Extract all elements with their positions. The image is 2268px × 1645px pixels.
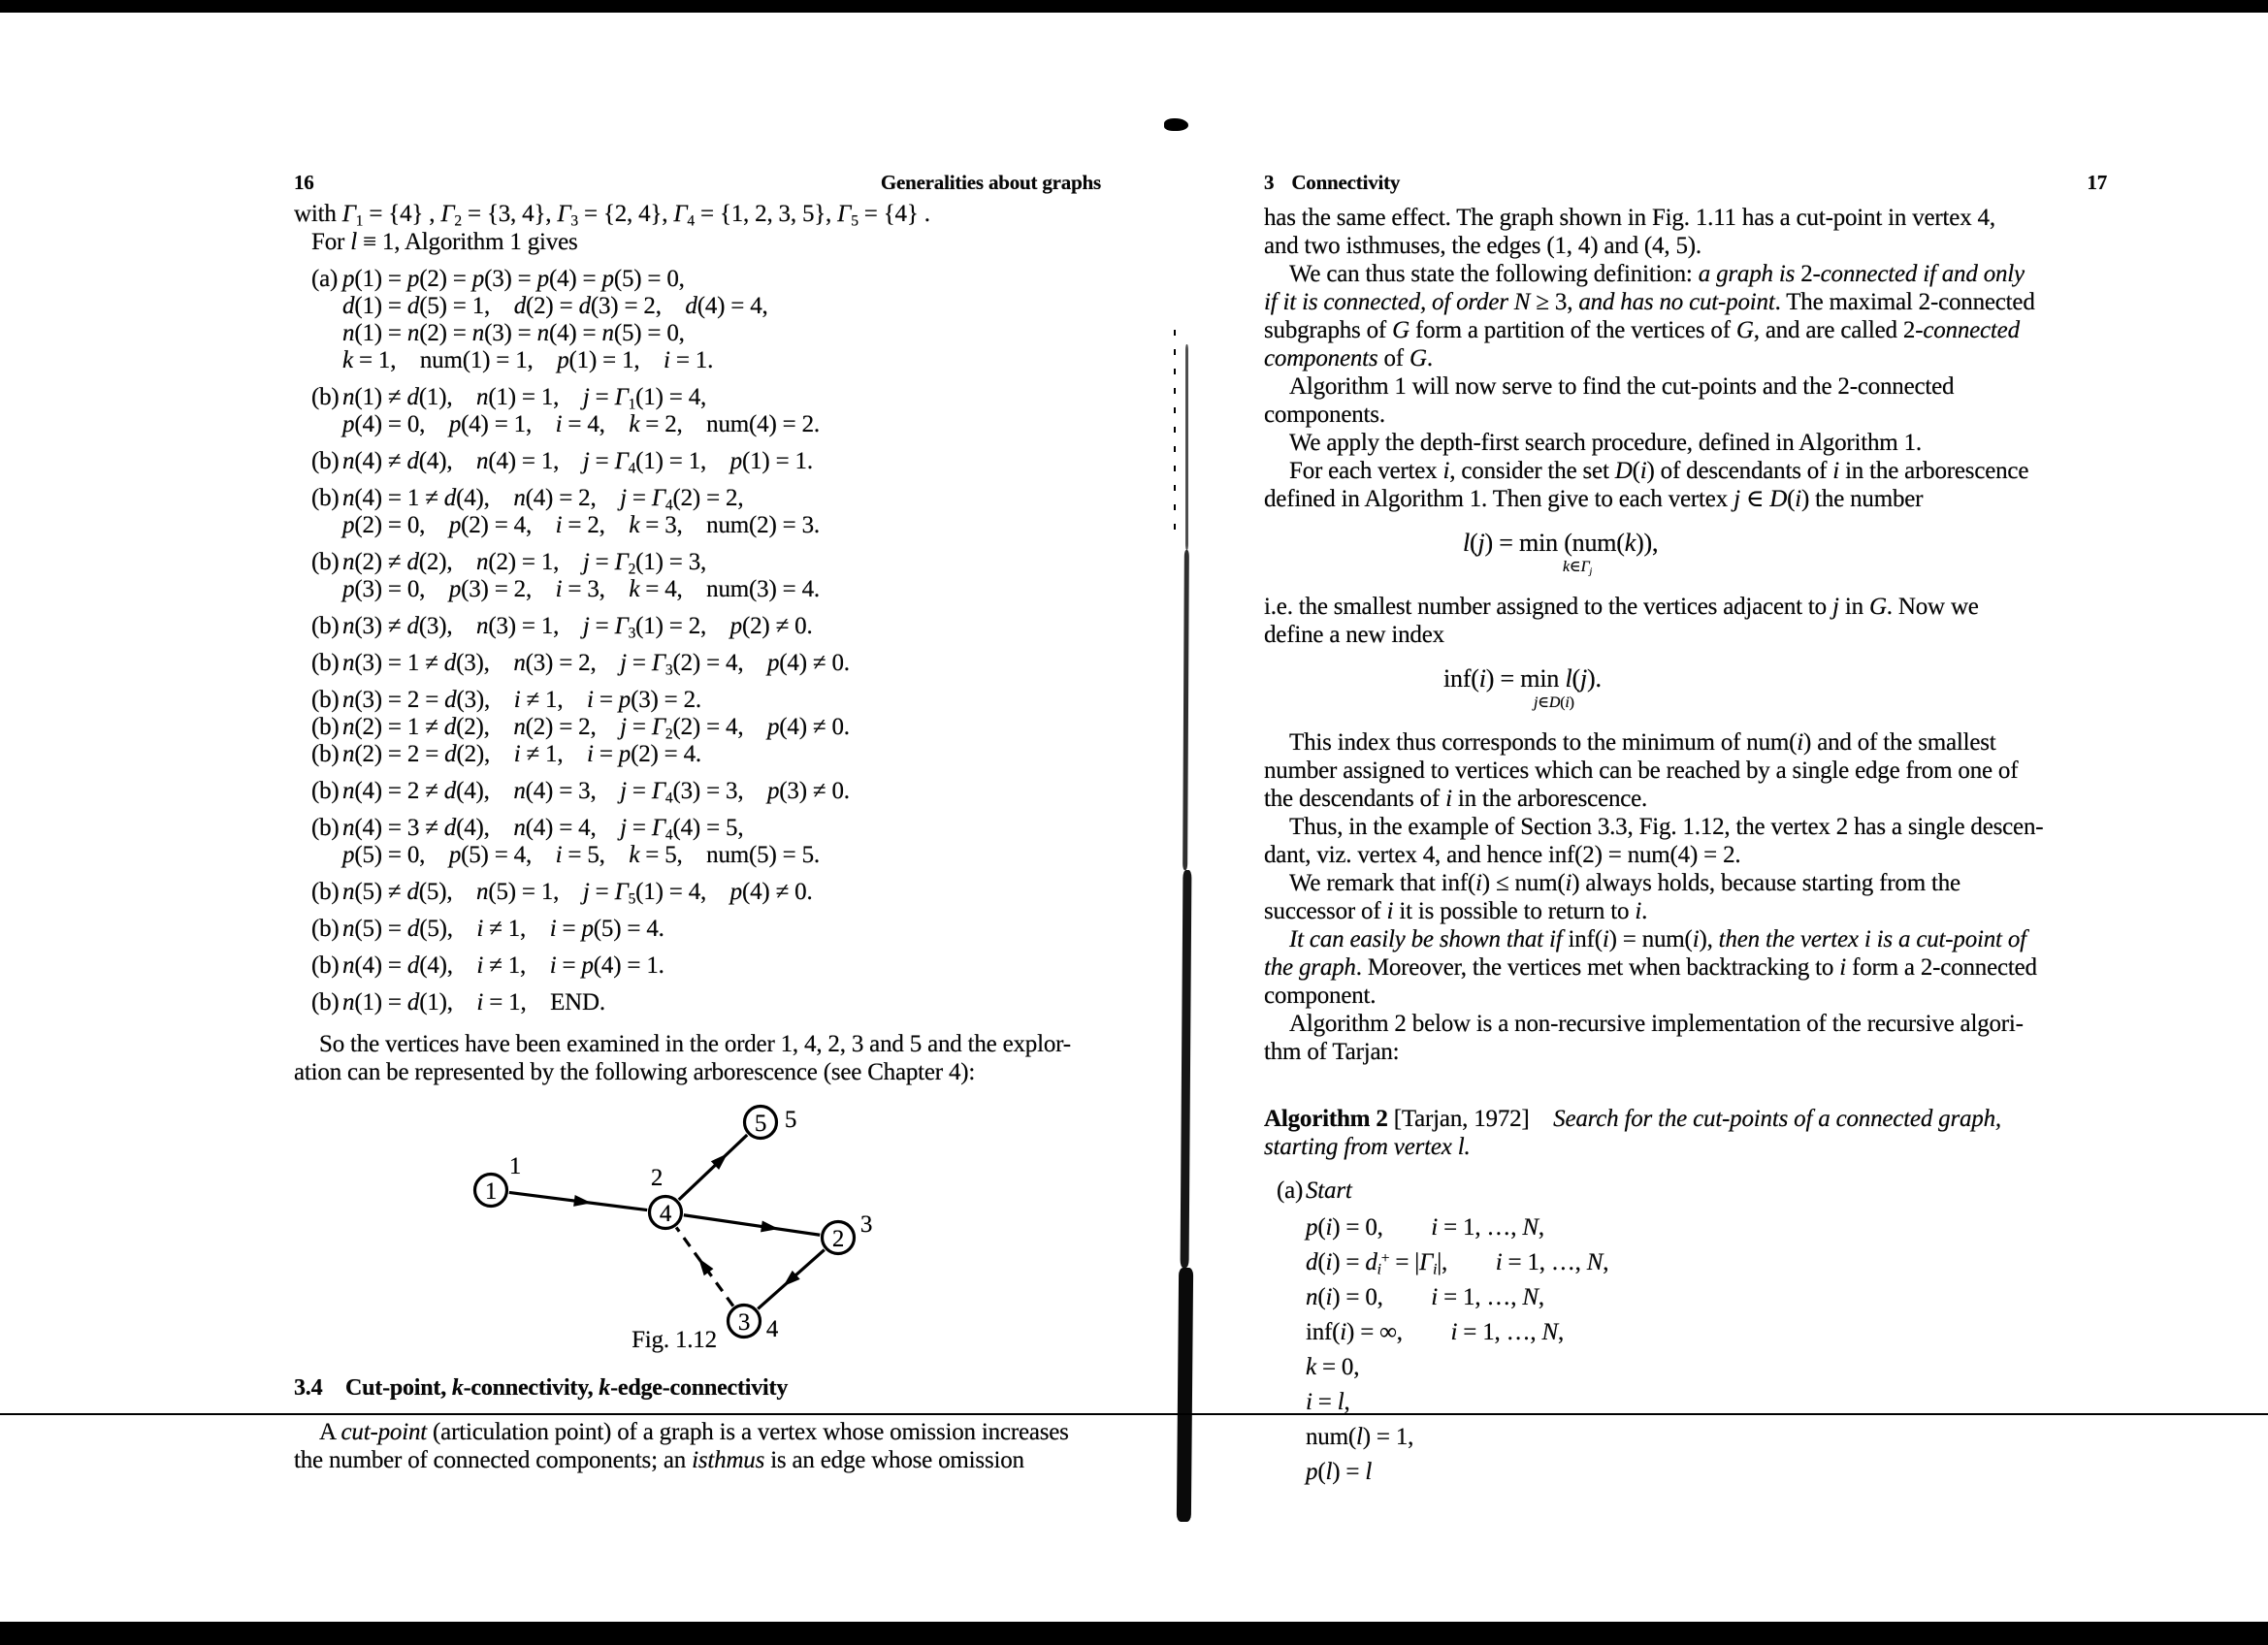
text-line: This index thus corresponds to the minimum of num(i) and of the smallest <box>1289 729 1996 756</box>
text-line: ation can be represented by the following arborescence (see Chapter 4): <box>294 1059 976 1085</box>
top-scan-bar <box>0 0 2268 13</box>
step-tag: (b) <box>311 650 340 676</box>
vertex-number: 5 <box>754 1111 767 1137</box>
step-text: n(3) ≠ d(3), n(3) = 1, $j = \Gamma_3(1) = 2$, p(2) ≠ 0. <box>342 613 813 642</box>
step-tag: (b) <box>311 879 340 905</box>
trace-row <box>294 687 1148 714</box>
step-tag: (b) <box>311 741 340 767</box>
step-tag: (b) <box>311 384 340 410</box>
vertex-number: 2 <box>831 1226 845 1252</box>
text-line: the graph. Moreover, the vertices met when backtracking to i form a 2-connected <box>1264 954 2037 981</box>
visit-order-label: 4 <box>765 1316 779 1342</box>
step-tag <box>311 842 342 869</box>
step-tag: (b) <box>311 485 340 511</box>
step-text: n(4) = 2 ≠ d(4), n(4) = 3, $j = \Gamma_4(3) = 3$, p(3) ≠ 0. <box>342 778 850 807</box>
equation-line: inf(i) = ∞, i = 1, …, N, <box>1306 1319 1565 1345</box>
text-line: if it is connected, of order N ≥ 3, and has no cut-point. The maximal 2-connected <box>1264 289 2035 315</box>
ink-blob <box>1164 118 1188 131</box>
step-tag: (b) <box>311 687 340 713</box>
gutter-streak <box>1181 870 1192 1268</box>
text-line: It can easily be shown that if inf(i) = num(i), then the vertex i is a cut-point of <box>1289 926 2026 952</box>
formula-sub: $k\in\Gamma_j$ <box>1563 559 1593 577</box>
text-line: components. <box>1264 402 1385 428</box>
step-text: n(1) = n(2) = n(3) = n(4) = n(5) = 0, <box>342 320 685 346</box>
trace-row <box>294 576 1148 603</box>
step-text: n(1) ≠ d(1), n(1) = 1, $j = \Gamma_1(1) = 4$, <box>342 384 707 413</box>
trace-row <box>294 384 1148 411</box>
step-tag: (b) <box>311 989 340 1016</box>
trace-row <box>294 411 1148 438</box>
step-text: n(2) ≠ d(2), n(2) = 1, $j = \Gamma_2(1) = 3$, <box>342 549 707 578</box>
trace-row <box>294 714 1148 741</box>
display-formula-inf <box>1443 664 2107 713</box>
display-formula-l <box>1463 529 2107 577</box>
step-text: p(2) = 0, p(2) = 4, i = 2, k = 3, num(2) = 3. <box>342 512 820 538</box>
text-line: has the same effect. The graph shown in Fig. 1.11 has a cut-point in vertex 4, <box>1264 205 1995 231</box>
visit-order-label: 3 <box>859 1211 873 1238</box>
left-page-header <box>294 171 1101 195</box>
text-line: A cut-point (articulation point) of a graph is a vertex whose omission increases <box>319 1419 1069 1445</box>
text-line: starting from vertex l. <box>1264 1134 1471 1160</box>
step-tag: (a) <box>311 266 339 292</box>
trace-row <box>294 916 1148 943</box>
step-text: n(5) ≠ d(5), n(5) = 1, $j = \Gamma_5(1) = 4$, p(4) ≠ 0. <box>342 879 813 908</box>
vertex-number: 1 <box>484 1178 498 1205</box>
step-tag: (b) <box>311 778 340 804</box>
text-line: Algorithm 1 will now serve to find the cut-points and the 2-connected <box>1289 373 1955 400</box>
step-text: n(4) ≠ d(4), n(4) = 1, $j = \Gamma_4(1) = 1$, p(1) = 1. <box>342 448 813 477</box>
text-line: define a new index <box>1264 622 1444 648</box>
text-line: We remark that inf(i) ≤ num(i) always holds, because starting from the <box>1289 870 1960 896</box>
equation-line: k = 0, <box>1306 1354 1360 1380</box>
prose-block-2 <box>1264 593 2107 649</box>
step-text: n(2) = 1 ≠ d(2), n(2) = 2, $j = \Gamma_2(2) = 4$, p(4) ≠ 0. <box>342 714 850 743</box>
closing-paragraph <box>294 1030 1148 1086</box>
text-line: Algorithm 2 below is a non-recursive implementation of the recursive algori- <box>1289 1011 2024 1037</box>
section-body <box>294 1418 1167 1474</box>
algorithm-trace <box>294 266 1148 1016</box>
step-text: n(4) = 1 ≠ d(4), n(4) = 2, $j = \Gamma_4(2) = 2$, <box>342 485 744 514</box>
visit-order-label: 5 <box>784 1107 797 1133</box>
text-line: dant, viz. vertex 4, and hence inf(2) = num(4) = 2. <box>1264 842 1741 868</box>
text-line: Algorithm 2 [Tarjan, 1972] Search for the cut-points of a connected graph, <box>1264 1106 2001 1132</box>
equation-line: p(i) = 0, i = 1, …, N, <box>1306 1214 1544 1241</box>
text-line: with $\Gamma_1 = \{4\}$ , $\Gamma_2 = \{3$, 4}, $\Gamma_3 = \{2$, 4}, $\Gamma_4 = \{1$, 2, 3, 5}, $\Gamma_5 = \{4\}$ . <box>294 201 930 230</box>
equation-line: $d(i) = d_i^+ = |\Gamma_i|$, i = 1, …, N, <box>1306 1249 1609 1278</box>
step-text: p(4) = 0, p(4) = 1, i = 4, k = 2, num(4) = 2. <box>342 411 820 437</box>
algorithm2-start-row <box>1264 1177 2107 1205</box>
trace-row <box>294 485 1148 512</box>
algorithm2-heading <box>1264 1105 2107 1161</box>
equation-line: i = l, <box>1306 1389 1350 1415</box>
page-number-left: 16 <box>294 171 314 194</box>
text-line: defined in Algorithm 1. Then give to each vertex j ∈ D(i) the number <box>1264 486 1924 512</box>
chapter-title: Connectivity <box>1291 171 1401 194</box>
trace-row <box>294 842 1148 869</box>
trace-row <box>294 266 1148 293</box>
text-line: the number of connected components; an isthmus is an edge whose omission <box>294 1447 1024 1473</box>
trace-row <box>294 320 1148 347</box>
bottom-scan-bar <box>0 1622 2268 1645</box>
text-line: component. <box>1264 983 1377 1009</box>
tree-edge <box>679 1135 747 1200</box>
equation-line: n(i) = 0, i = 1, …, N, <box>1306 1284 1544 1310</box>
step-text: p(3) = 0, p(3) = 2, i = 3, k = 4, num(3) = 4. <box>342 576 820 602</box>
step-tag: (a) <box>1277 1177 1304 1204</box>
step-tag: (b) <box>311 815 340 841</box>
step-text: n(3) = 2 = d(3), i ≠ 1, i = p(3) = 2. <box>342 687 701 713</box>
text-line: the descendants of i in the arborescence. <box>1264 786 1648 812</box>
step-text: k = 1, num(1) = 1, p(1) = 1, i = 1. <box>342 347 714 373</box>
step-text: n(3) = 1 ≠ d(3), n(3) = 2, $j = \Gamma_3(2) = 4$, p(4) ≠ 0. <box>342 650 850 679</box>
text-line: number assigned to vertices which can be reached by a single edge from one of <box>1264 758 2019 784</box>
text-line: We can thus state the following definition: a graph is 2-connected if and only <box>1289 261 2025 287</box>
trace-row <box>294 613 1148 640</box>
step-text: n(4) = d(4), i ≠ 1, i = p(4) = 1. <box>342 952 664 979</box>
trace-row <box>294 879 1148 906</box>
step-tag: (b) <box>311 448 340 474</box>
trace-row <box>294 989 1148 1016</box>
left-page-body <box>294 200 1148 1086</box>
intro-block <box>294 200 1148 256</box>
trace-row <box>294 778 1148 805</box>
step-tag: (b) <box>311 952 340 979</box>
arborescence-figure <box>388 1084 931 1361</box>
text-line: i.e. the smallest number assigned to the vertices adjacent to j in G. Now we <box>1264 594 1979 620</box>
text-line: and two isthmuses, the edges (1, 4) and (4, 5). <box>1264 233 1701 259</box>
text-line: Thus, in the example of Section 3.3, Fig. 1.12, the vertex 2 has a single descen- <box>1289 814 2044 840</box>
text-line: We apply the depth-first search procedure, defined in Algorithm 1. <box>1289 430 1922 456</box>
trace-row <box>294 815 1148 842</box>
equation-line: num(l) = 1, <box>1306 1424 1414 1450</box>
page-number-right: 17 <box>2087 171 2107 194</box>
gutter-dots <box>1174 330 1176 543</box>
tree-edge <box>684 1215 820 1236</box>
step-text: n(5) = d(5), i ≠ 1, i = p(5) = 4. <box>342 916 664 942</box>
trace-row <box>294 741 1148 768</box>
algorithm2-equations <box>1264 1210 2107 1490</box>
trace-row <box>294 512 1148 539</box>
step-text: n(1) = d(1), i = 1, END. <box>342 989 605 1016</box>
step-tag <box>311 347 342 374</box>
vertex-number: 4 <box>659 1201 672 1227</box>
gutter-streak <box>1177 1268 1193 1522</box>
start-label: Start <box>1306 1177 1352 1204</box>
trace-row <box>294 650 1148 677</box>
formula-sub: j∈D(i) <box>1534 694 1574 711</box>
step-text: d(1) = d(5) = 1, d(2) = d(3) = 2, d(4) = 4, <box>342 293 768 319</box>
trace-row <box>294 549 1148 576</box>
step-tag <box>311 320 342 347</box>
step-text: n(4) = 3 ≠ d(4), n(4) = 4, $j = \Gamma_4(4) = 5$, <box>342 815 744 844</box>
section-heading: 3.4 Cut-point, k-connectivity, k-edge-connectivity <box>294 1375 789 1401</box>
step-tag <box>311 512 342 539</box>
text-line: thm of Tarjan: <box>1264 1039 1400 1065</box>
chapter-number: 3 <box>1264 171 1275 194</box>
vertex-number: 3 <box>737 1309 751 1336</box>
step-tag: (b) <box>311 714 340 740</box>
step-tag <box>311 293 342 320</box>
prose-block-1 <box>1264 204 2107 513</box>
step-text: p(1) = p(2) = p(3) = p(4) = p(5) = 0, <box>342 266 685 292</box>
gutter-streak <box>1185 344 1188 550</box>
step-tag <box>311 411 342 438</box>
step-tag: (b) <box>311 549 340 575</box>
step-tag: (b) <box>311 613 340 639</box>
visit-order-label: 2 <box>650 1165 664 1191</box>
running-head: Generalities about graphs <box>880 171 1101 194</box>
formula-main: l(j) = min (num(k)), <box>1463 529 1659 557</box>
step-tag <box>311 576 342 603</box>
formula-main: inf(i) = min l(j). <box>1443 664 1602 693</box>
step-tag: (b) <box>311 916 340 942</box>
text-line: So the vertices have been examined in the order 1, 4, 2, 3 and 5 and the explor- <box>319 1031 1071 1057</box>
figure-caption: Fig. 1.12 <box>632 1327 717 1353</box>
gutter-streak <box>1183 550 1189 870</box>
equation-line: p(l) = l <box>1306 1459 1373 1485</box>
step-text: p(5) = 0, p(5) = 4, i = 5, k = 5, num(5) = 5. <box>342 842 820 868</box>
text-line: subgraphs of G form a partition of the vertices of G, and are called 2-connected <box>1264 317 2020 343</box>
trace-row <box>294 293 1148 320</box>
text-line: successor of i it is possible to return to i. <box>1264 898 1648 924</box>
step-text: n(2) = 2 = d(2), i ≠ 1, i = p(2) = 4. <box>342 741 701 767</box>
right-page-body <box>1264 204 2107 1490</box>
text-line: components of G. <box>1264 345 1433 371</box>
chapter-heading <box>1264 171 1400 195</box>
text-line: For l ≡ 1, Algorithm 1 gives <box>311 229 578 255</box>
visit-order-label: 1 <box>508 1153 522 1179</box>
trace-row <box>294 448 1148 475</box>
prose-block-3 <box>1264 728 2107 1066</box>
text-line: For each vertex i, consider the set D(i) of descendants of i in the arborescence <box>1289 458 2029 484</box>
trace-row <box>294 347 1148 374</box>
trace-row <box>294 952 1148 980</box>
